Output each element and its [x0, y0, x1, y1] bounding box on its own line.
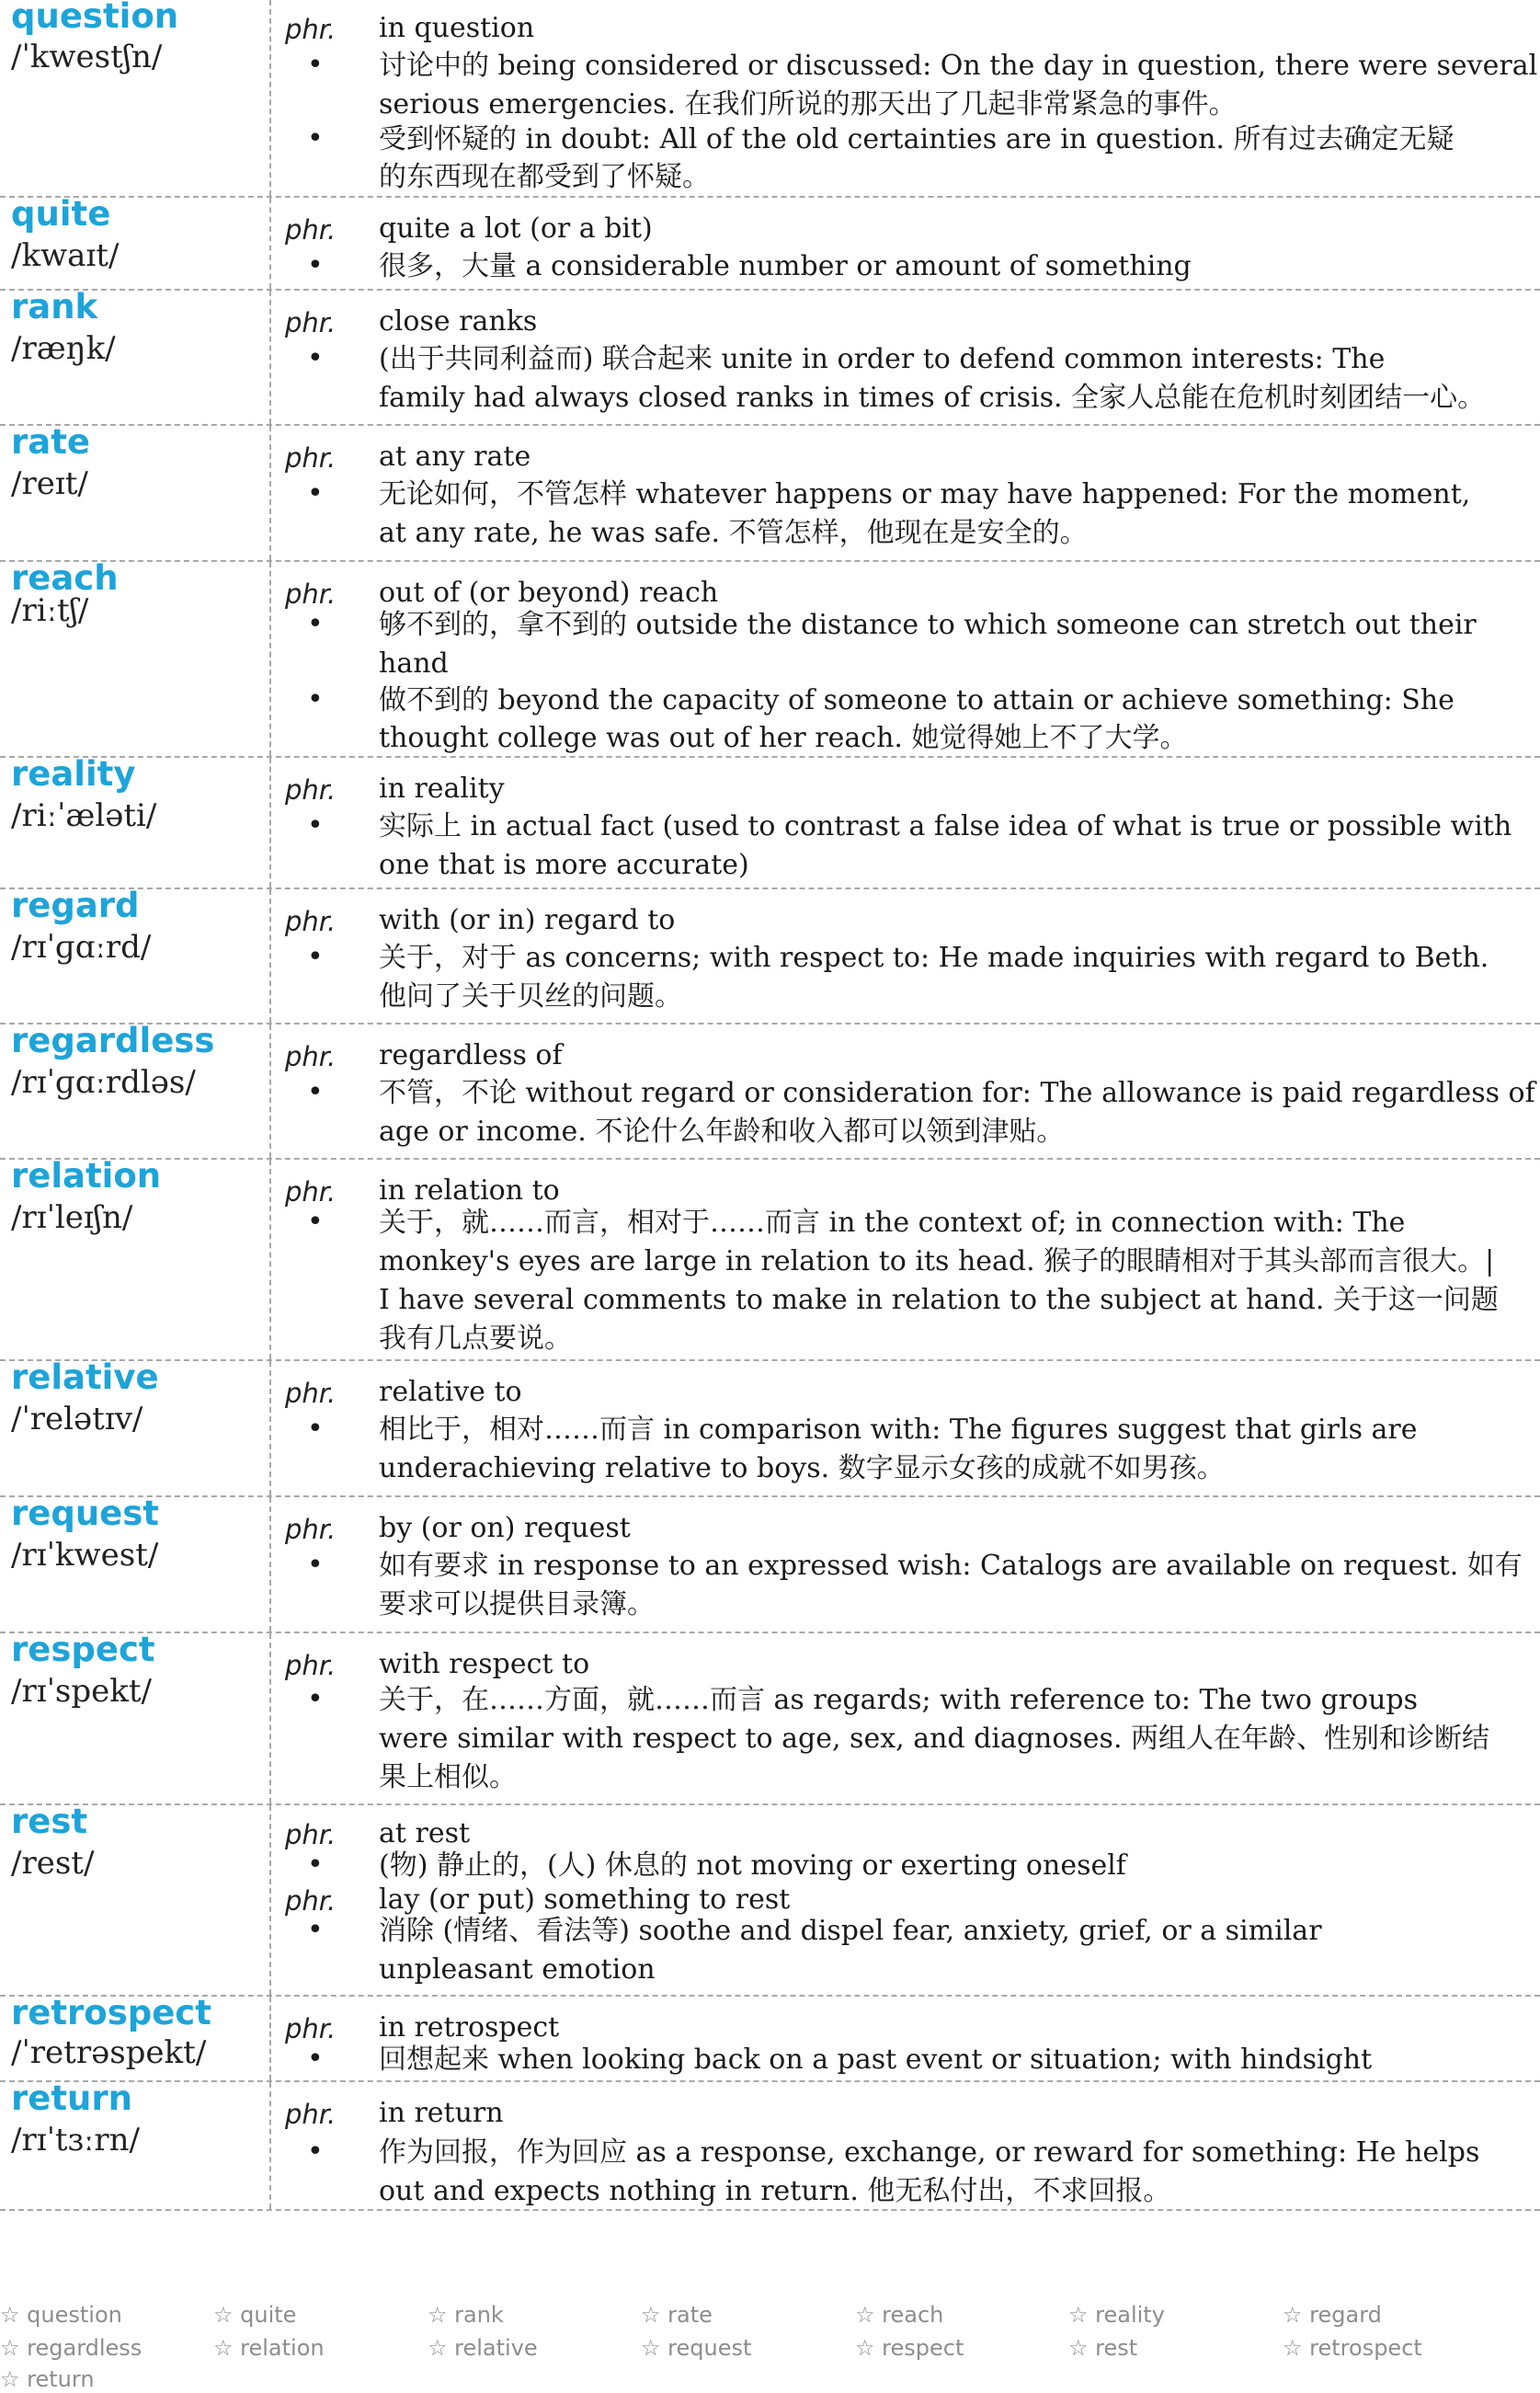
bullet-icon: •	[307, 1683, 324, 1715]
definition-text: 关于，在……方面，就……而言 as regards; with reference to: The two groups	[379, 1684, 1419, 1716]
headword: quite	[11, 194, 111, 234]
headword: relation	[11, 1156, 162, 1196]
pronunciation: /kwaɪt/	[11, 237, 120, 274]
definition-text: 消除 (情绪、看法等) soothe and dispel fear, anxiety, grief, or a similar	[379, 1915, 1322, 1947]
phr-label: phr.	[285, 1514, 337, 1545]
definition-line	[0, 2041, 1540, 2078]
headword: regard	[11, 886, 140, 925]
entry-rate	[0, 422, 1540, 562]
bullet-icon: •	[307, 342, 324, 374]
bullet-icon: •	[307, 122, 324, 155]
definition-line	[0, 978, 1540, 1015]
bullet-icon: •	[307, 249, 324, 281]
definition-text: unpleasant emotion	[379, 1953, 656, 1986]
definition-line	[0, 681, 1540, 719]
definition-text: out and expects nothing in return. 他无私付出，不求回报。	[379, 2175, 1171, 2207]
phrase-text: close ranks	[379, 305, 538, 338]
phrase-text: with (or in) regard to	[379, 904, 676, 936]
entry-rank	[0, 287, 1540, 426]
pronunciation: /rest/	[11, 1845, 95, 1882]
index-link-question[interactable]: ☆ question	[0, 2302, 122, 2328]
entry-reality	[0, 754, 1540, 889]
definition-line	[0, 1449, 1540, 1487]
definition-line	[0, 1113, 1540, 1151]
definition-text: 够不到的，拿不到的 outside the distance to which someone can stretch out their	[379, 609, 1477, 641]
headword: respect	[11, 1630, 155, 1669]
phrase-line	[0, 9, 1540, 47]
pronunciation: /rɪˈɡɑːrdləs/	[11, 1064, 196, 1101]
index-link-quite[interactable]: ☆ quite	[213, 2302, 297, 2328]
definition-line	[0, 846, 1540, 884]
index-link-respect[interactable]: ☆ respect	[855, 2335, 964, 2361]
pronunciation: /ˈretrəspekt/	[11, 2034, 207, 2071]
bullet-icon: •	[307, 809, 324, 842]
pronunciation: /riːˈæləti/	[11, 797, 157, 834]
pronunciation: /ræŋk/	[11, 330, 116, 367]
index-link-reality[interactable]: ☆ reality	[1068, 2302, 1165, 2328]
phr-label: phr.	[285, 1176, 337, 1208]
phrase-text: with respect to	[379, 1648, 590, 1680]
pronunciation: /rɪˈɡɑːrd/	[11, 929, 152, 966]
headword: rank	[11, 287, 98, 326]
phrase-text: regardless of	[379, 1039, 563, 1071]
definition-line	[0, 1720, 1540, 1758]
definition-line	[0, 86, 1540, 123]
definition-line	[0, 606, 1540, 644]
index-link-regardless[interactable]: ☆ regardless	[0, 2335, 143, 2361]
definition-line	[0, 47, 1540, 85]
definition-text: 的东西现在都受到了怀疑。	[379, 161, 710, 193]
definition-text: were similar with respect to age, sex, and diagnoses. 两组人在年龄、性别和诊断结	[379, 1723, 1490, 1755]
phrase-text: quite a lot (or a bit)	[379, 212, 653, 245]
bullet-icon: •	[307, 1914, 324, 1946]
bullet-icon: •	[307, 683, 324, 716]
definition-line	[0, 1586, 1540, 1623]
index-link-reach[interactable]: ☆ reach	[855, 2302, 944, 2328]
phrase-line	[0, 303, 1540, 340]
phrase-text: in relation to	[379, 1174, 560, 1207]
index-link-rest[interactable]: ☆ rest	[1068, 2335, 1138, 2361]
definition-line	[0, 1847, 1540, 1884]
definition-text: 受到怀疑的 in doubt: All of the old certainties are in question. 所有过去确定无疑	[379, 123, 1454, 155]
phrase-text: in retrospect	[379, 2011, 560, 2044]
definition-text: 讨论中的 being considered or discussed: On the day in question, there were several	[379, 50, 1538, 82]
phrase-text: relative to	[379, 1376, 522, 1408]
definition-text: one that is more accurate)	[379, 849, 749, 881]
definition-text: underachieving relative to boys. 数字显示女孩的成就不如男孩。	[379, 1452, 1225, 1484]
definition-text: at any rate, he was safe. 不管怎样，他现在是安全的。	[379, 517, 1088, 549]
headword: reality	[11, 754, 136, 794]
pronunciation: /ˈkwestʃn/	[11, 39, 163, 75]
definition-text: hand	[379, 647, 449, 680]
index-link-rank[interactable]: ☆ rank	[428, 2302, 504, 2328]
phr-label: phr.	[285, 14, 337, 45]
phrase-line	[0, 2094, 1540, 2132]
phr-label: phr.	[285, 1885, 337, 1917]
definition-line	[0, 1242, 1540, 1280]
headword: reach	[11, 558, 119, 598]
entry-relation	[0, 1156, 1540, 1361]
definition-line	[0, 1681, 1540, 1719]
bullet-icon: •	[307, 49, 324, 81]
definition-text: 实际上 in actual fact (used to contrast a false idea of what is true or possible with	[379, 810, 1512, 842]
definition-text: monkey's eyes are large in relation to its head. 猴子的眼睛相对于其头部而言很大。|	[379, 1245, 1495, 1277]
entry-retrospect	[0, 1993, 1540, 2082]
definition-text: age or income. 不论什么年龄和收入都可以领到津贴。	[379, 1116, 1065, 1148]
index-link-rate[interactable]: ☆ rate	[641, 2302, 713, 2328]
phrase-text: lay (or put) something to rest	[379, 1883, 791, 1916]
entry-regardless	[0, 1021, 1540, 1160]
definition-line	[0, 1758, 1540, 1796]
phrase-text: in question	[379, 12, 535, 44]
phr-label: phr.	[285, 2099, 337, 2130]
definition-line	[0, 514, 1540, 552]
phr-label: phr.	[285, 307, 337, 338]
pronunciation: /rɪˈleɪʃn/	[11, 1199, 133, 1236]
definition-line	[0, 340, 1540, 378]
pronunciation: /rɪˈkwest/	[11, 1537, 159, 1574]
definition-line	[0, 1547, 1540, 1585]
definition-line	[0, 120, 1540, 158]
definition-text: (物) 静止的，(人) 休息的 not moving or exerting oneself	[379, 1849, 1126, 1882]
phrase-line	[0, 210, 1540, 247]
definition-text: 做不到的 beyond the capacity of someone to attain or achieve something: She	[379, 684, 1454, 716]
definition-text: 很多，大量 a considerable number or amount of something	[379, 250, 1192, 282]
pronunciation: /ˈrelətɪv/	[11, 1401, 143, 1437]
bullet-icon: •	[307, 1413, 324, 1445]
definition-text: 要求可以提供目录簿。	[379, 1588, 655, 1620]
entry-reach	[0, 558, 1540, 758]
bullet-icon: •	[307, 477, 324, 510]
headword: rest	[11, 1802, 88, 1841]
phrase-line	[0, 901, 1540, 939]
definition-line	[0, 1204, 1540, 1242]
phrase-line	[0, 1645, 1540, 1683]
headword: question	[11, 0, 179, 36]
definition-line	[0, 1320, 1540, 1357]
headword: relative	[11, 1357, 159, 1397]
phr-label: phr.	[285, 906, 337, 937]
phrase-line	[0, 1373, 1540, 1411]
phrase-line	[0, 1036, 1540, 1074]
entry-request	[0, 1494, 1540, 1633]
bullet-icon: •	[307, 941, 324, 973]
definition-line	[0, 379, 1540, 417]
entry-respect	[0, 1630, 1540, 1805]
definition-line	[0, 247, 1540, 285]
bullet-icon: •	[307, 1549, 324, 1581]
index-link-retrospect[interactable]: ☆ retrospect	[1283, 2335, 1422, 2361]
definition-line	[0, 1912, 1540, 1950]
headword: rate	[11, 422, 90, 462]
phrase-text: in return	[379, 2097, 504, 2129]
index-link-relation[interactable]: ☆ relation	[213, 2335, 325, 2361]
definition-line	[0, 1074, 1540, 1112]
definition-text: 关于，对于 as concerns; with respect to: He made inquiries with regard to Beth.	[379, 942, 1489, 974]
definition-line	[0, 2134, 1540, 2171]
bullet-icon: •	[307, 2043, 324, 2075]
index-link-request[interactable]: ☆ request	[641, 2335, 752, 2361]
phrase-text: in reality	[379, 773, 505, 805]
definition-text: 相比于，相对……而言 in comparison with: The figures suggest that girls are	[379, 1414, 1418, 1446]
index-link-return[interactable]: ☆ return	[0, 2366, 95, 2392]
definition-line	[0, 807, 1540, 845]
bullet-icon: •	[307, 1849, 324, 1881]
phrase-text: at any rate	[379, 441, 531, 473]
definition-text: 他问了关于贝丝的问题。	[379, 980, 682, 1013]
definition-text: 回想起来 when looking back on a past event or situation; with hindsight	[379, 2044, 1373, 2076]
definition-line	[0, 475, 1540, 513]
phr-label: phr.	[285, 1819, 337, 1850]
index-link-relative[interactable]: ☆ relative	[428, 2335, 538, 2361]
definition-text: 果上相似。	[379, 1761, 517, 1793]
definition-text: 作为回报，作为回应 as a response, exchange, or reward for something: He helps	[379, 2136, 1480, 2169]
phr-label: phr.	[285, 2013, 337, 2044]
definition-text: 无论如何，不管怎样 whatever happens or may have happened: For the moment,	[379, 478, 1471, 510]
bullet-icon: •	[307, 2135, 324, 2168]
phr-label: phr.	[285, 1041, 337, 1072]
definition-line	[0, 158, 1540, 196]
definition-line	[0, 1411, 1540, 1448]
entry-question	[0, 0, 1540, 198]
definition-text: 关于，就……而言，相对于……而言 in the context of; in connection with: The	[379, 1207, 1406, 1239]
phrase-text: out of (or beyond) reach	[379, 577, 719, 609]
entry-relative	[0, 1357, 1540, 1497]
definition-text: 不管，不论 without regard or consideration for: The allowance is paid regardless of	[379, 1077, 1535, 1109]
definition-text: 如有要求 in response to an expressed wish: Catalogs are available on request. 如有	[379, 1550, 1523, 1582]
definition-line	[0, 645, 1540, 682]
definition-text: family had always closed ranks in times of crisis. 全家人总能在危机时刻团结一心。	[379, 382, 1486, 414]
phrase-line	[0, 770, 1540, 807]
phr-label: phr.	[285, 774, 337, 806]
definition-text: (出于共同利益而) 联合起来 unite in order to defend common interests: The	[379, 343, 1386, 375]
pronunciation: /rɪˈtɜːrn/	[11, 2122, 140, 2158]
phr-label: phr.	[285, 214, 337, 246]
definition-text: I have several comments to make in relation to the subject at hand. 关于这一问题	[379, 1284, 1499, 1316]
definition-line	[0, 719, 1540, 757]
definition-line	[0, 2172, 1540, 2210]
pronunciation: /riːtʃ/	[11, 592, 89, 629]
definition-line	[0, 1281, 1540, 1319]
headword: return	[11, 2078, 132, 2118]
index-link-regard[interactable]: ☆ regard	[1283, 2302, 1382, 2328]
bullet-icon: •	[307, 608, 324, 640]
definition-line	[0, 939, 1540, 977]
phr-label: phr.	[285, 1650, 337, 1681]
definition-text: 我有几点要说。	[379, 1322, 572, 1355]
definition-text: serious emergencies. 在我们所说的那天出了几起非常紧急的事件。	[379, 88, 1237, 120]
bullet-icon: •	[307, 1076, 324, 1108]
headword: request	[11, 1494, 159, 1533]
entry-quite	[0, 194, 1540, 291]
entry-rest	[0, 1802, 1540, 1997]
headword: retrospect	[11, 1993, 211, 2032]
entry-regard	[0, 886, 1540, 1025]
definition-line	[0, 1951, 1540, 1988]
phrase-text: by (or on) request	[379, 1512, 631, 1544]
entry-return	[0, 2078, 1540, 2211]
phr-label: phr.	[285, 442, 337, 474]
phrase-text: at rest	[379, 1817, 471, 1849]
phrase-line	[0, 1509, 1540, 1547]
pronunciation: /reɪt/	[11, 465, 88, 502]
definition-text: thought college was out of her reach. 她觉得她上不了大学。	[379, 722, 1188, 754]
phr-label: phr.	[285, 578, 337, 610]
phr-label: phr.	[285, 1378, 337, 1409]
headword: regardless	[11, 1021, 215, 1060]
pronunciation: /rɪˈspekt/	[11, 1673, 152, 1710]
phrase-line	[0, 438, 1540, 475]
bullet-icon: •	[307, 1206, 324, 1238]
